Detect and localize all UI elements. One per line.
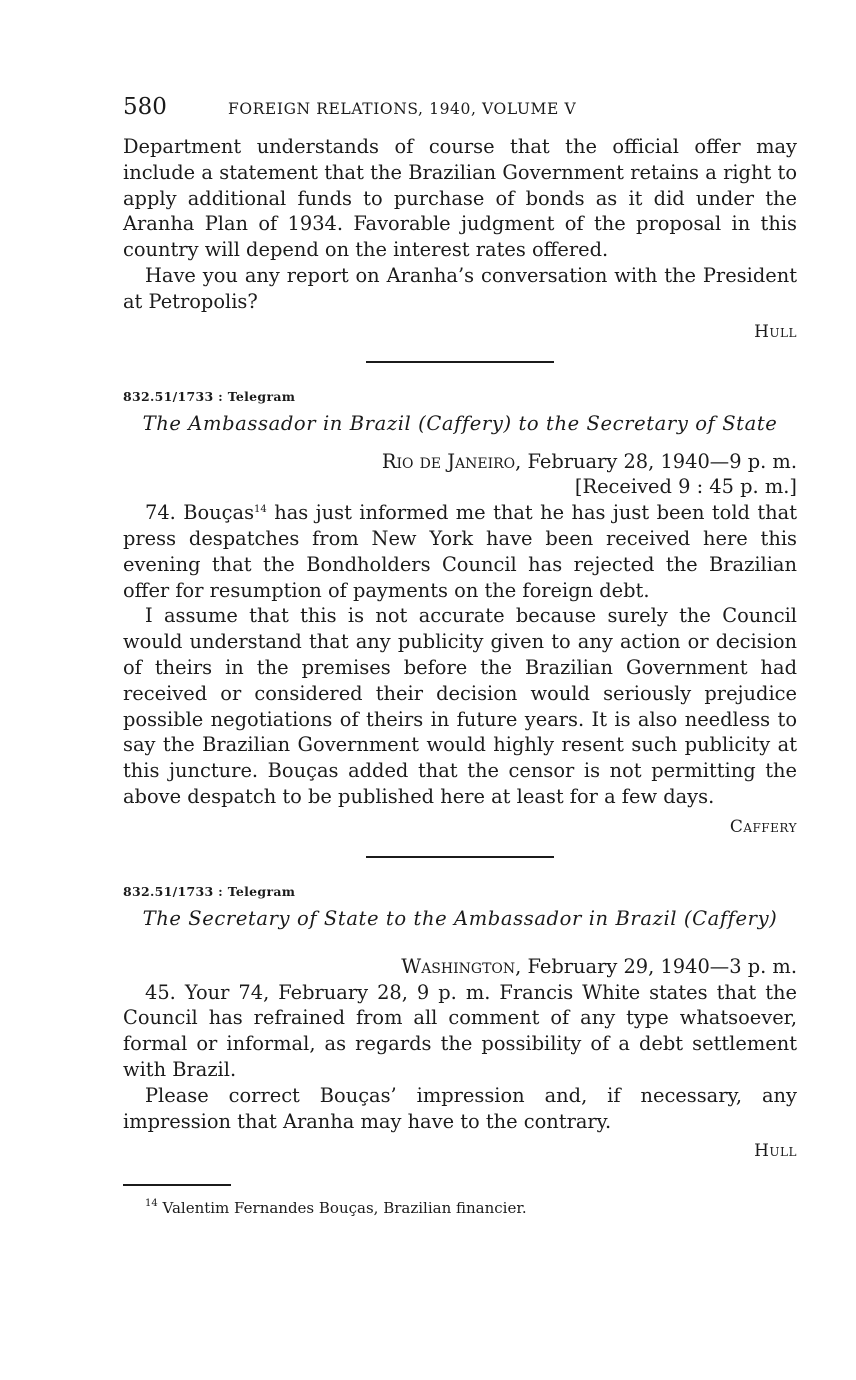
telegram-signature: Hull xyxy=(754,1141,797,1162)
telegram-paragraph-2: Please correct Bouças’ impression and, if necessary, any impression that Aranha may have to the contrary. xyxy=(123,1083,797,1133)
telegram-paragraph-1: 45. Your 74, February 28, 9 p. m. Francis White states that the Council has refrained from all comment of any type whatsoever, formal or informal, as regards the possibility of a debt settlement with Brazil. xyxy=(123,980,797,1081)
file-reference: 832.51/1733 : Telegram xyxy=(123,388,296,404)
dateline xyxy=(123,954,797,980)
section-divider xyxy=(366,361,554,363)
dateline-place: Rio de Janeiro xyxy=(381,449,516,473)
running-title: FOREIGN RELATIONS, 1940, VOLUME V xyxy=(228,100,577,118)
intro-signature: Hull xyxy=(754,321,797,342)
document-title: The Ambassador in Brazil (Caffery) to the Secretary of State xyxy=(142,411,778,435)
telegram-secretary-section xyxy=(123,884,797,1165)
document-title: The Secretary of State to the Ambassador in Brazil (Caffery) xyxy=(142,906,778,930)
dateline xyxy=(123,449,797,475)
footnote xyxy=(123,1198,797,1218)
file-reference: 832.51/1733 : Telegram xyxy=(123,883,296,899)
telegram-paragraph-2: I assume that this is not accurate because surely the Council would understand that any publicity given to any action or decision of theirs in the premises before the Brazilian Government had received or considered their decision would seriously prejudice possible negotiations of theirs in future years. It is also needless to say the Brazilian Government would highly resent such publicity at this juncture. Bouças added that the censor is not permitting the above despatch to be published here at least for a few days. xyxy=(123,604,797,808)
running-header xyxy=(123,94,797,122)
dateline-date: , February 29, 1940—3 p. m. xyxy=(515,954,797,978)
intro-paragraph-1: Department understands of course that the official offer may include a statement that the Brazilian Government retains a right to apply additional funds to purchase of bonds as it did under the Aranha Plan of 1934. Favorable judgment of the proposal in this country will depend on the interest rates offered. xyxy=(123,135,797,262)
dateline-date: , February 28, 1940—9 p. m. xyxy=(515,449,797,473)
section-divider xyxy=(366,856,554,858)
footnote-text: Valentim Fernandes Bouças, Brazilian financier. xyxy=(157,1199,527,1218)
footnote-number: 14 xyxy=(145,1198,158,1210)
received-note: [Received 9 : 45 p. m.] xyxy=(574,475,797,499)
document-page xyxy=(123,94,797,1218)
paragraph-rest: has just informed me that he has just been told that press despatches from New York have been received here this evening that the Bondholders Council has rejected the Brazilian offer for resumption of payments on the foreign debt. xyxy=(123,501,797,602)
footnote-marker: 14 xyxy=(254,504,267,516)
paragraph-start: 74. Bouças xyxy=(145,501,255,525)
intro-section xyxy=(123,134,797,345)
telegram-signature: Caffery xyxy=(729,816,797,837)
telegram-paragraph-1 xyxy=(123,500,797,603)
telegram-caffery-section xyxy=(123,389,797,840)
dateline-place: Washington xyxy=(401,954,516,978)
intro-paragraph-2: Have you any report on Aranha’s conversation with the President at Petropolis? xyxy=(123,263,797,313)
page-number: 580 xyxy=(123,94,167,120)
footnote-rule xyxy=(123,1184,231,1186)
